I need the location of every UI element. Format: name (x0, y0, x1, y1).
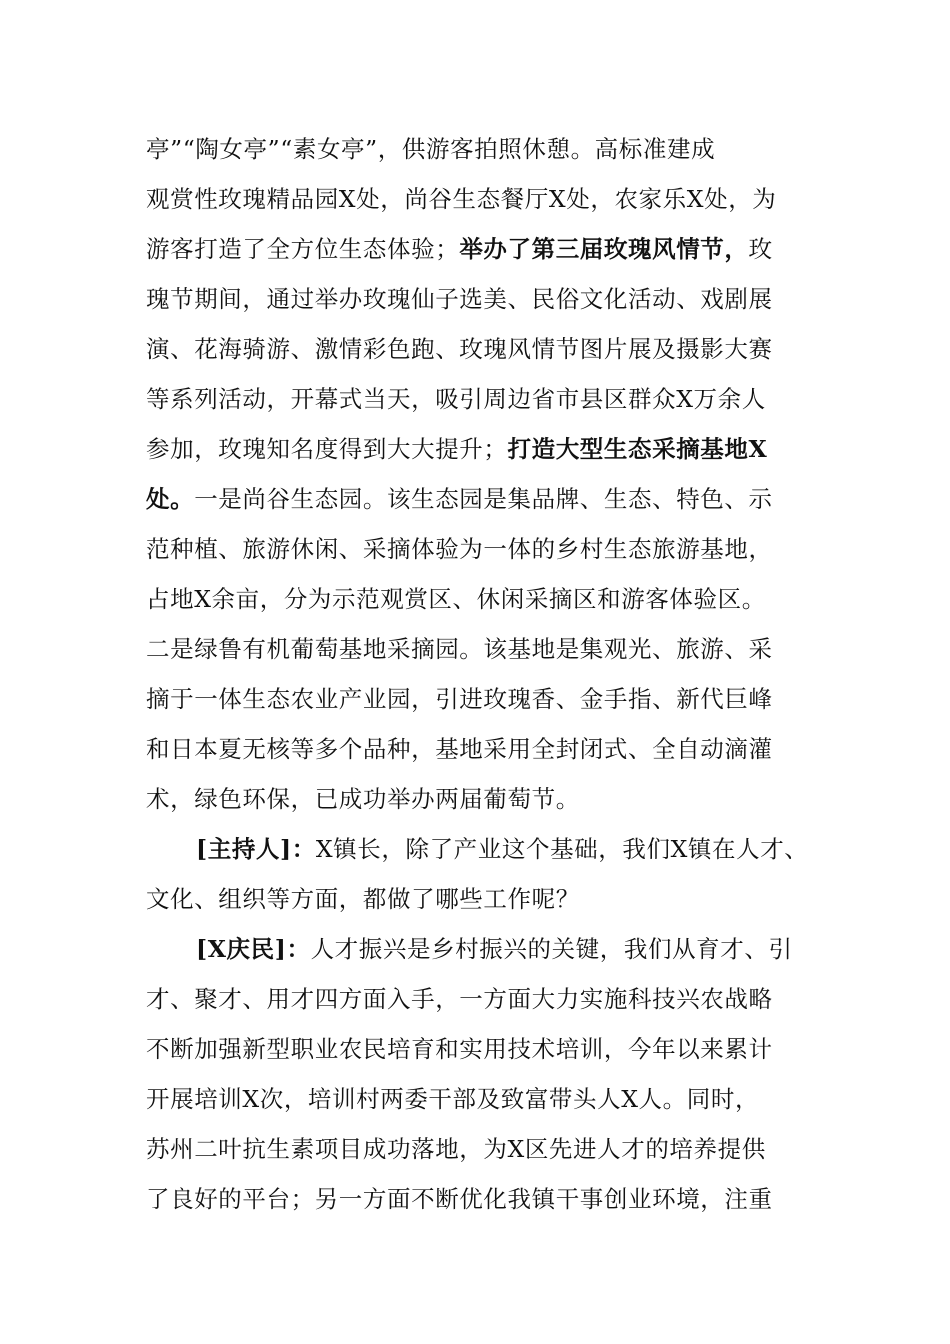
text-run: 一是尚谷生态园。该生态园是集品牌、生态、特色、示 (194, 485, 773, 513)
text-line (146, 429, 836, 469)
text-line (146, 379, 836, 419)
text-run: 和日本夏无核等多个品种，基地采用全封闭式、全自动滴灌 (146, 735, 773, 763)
text-run: 才、聚才、用才四方面入手，一方面大力实施科技兴农战略 (146, 985, 773, 1013)
text-run: 文化、组织等方面，都做了哪些工作呢？ (146, 885, 580, 913)
text-line (146, 779, 836, 819)
text-run: 人才振兴是乡村振兴的关键，我们从育才、引 (310, 935, 793, 963)
text-run: 术，绿色环保，已成功举办两届葡萄节。 (146, 785, 580, 813)
text-run: 摘于一体生态农业产业园，引进玫瑰香、金手指、新代巨峰 (146, 685, 773, 713)
text-run: 苏州二叶抗生素项目成功落地，为X区先进人才的培养提供 (146, 1135, 766, 1163)
text-run: 占地X余亩，分为示范观赏区、休闲采摘区和游客体验区。 (146, 585, 766, 613)
text-run: X镇长，除了产业这个基础，我们X镇在人才、 (315, 835, 809, 863)
text-line (146, 179, 836, 219)
text-line (146, 1079, 836, 1119)
text-run: 范种植、旅游休闲、采摘体验为一体的乡村生态旅游基地， (146, 535, 773, 563)
text-line (146, 279, 836, 319)
bold-text-run: 处。 (146, 485, 195, 513)
text-run: 观赏性玫瑰精品园X处，尚谷生态餐厅X处，农家乐X处，为 (146, 185, 777, 213)
text-line (146, 729, 836, 769)
bold-text-run: 举办了第三届玫瑰风情节， (459, 235, 749, 263)
text-line (146, 629, 836, 669)
text-line (146, 479, 836, 519)
text-line (146, 979, 836, 1019)
text-run: 不断加强新型职业农民培育和实用技术培训，今年以来累计 (146, 1035, 773, 1063)
text-run: 开展培训X次，培训村两委干部及致富带头人X人。同时， (146, 1085, 760, 1113)
text-run: 亭”“陶女亭”“素女亭”，供游客拍照休憩。高标准建成 (146, 135, 716, 163)
text-run: 游客打造了全方位生态体验； (146, 235, 460, 263)
text-line (146, 879, 836, 919)
text-run: 等系列活动，开幕式当天，吸引周边省市县区群众X万余人 (146, 385, 766, 413)
text-run: 演、花海骑游、激情彩色跑、玫瑰风情节图片展及摄影大赛 (146, 335, 773, 363)
speaker-label: [X庆民]： (196, 935, 311, 963)
text-line (146, 679, 836, 719)
text-line (146, 1129, 836, 1169)
text-line (146, 579, 836, 619)
text-run: 瑰节期间，通过举办玫瑰仙子选美、民俗文化活动、戏剧展 (146, 285, 773, 313)
text-line (146, 529, 836, 569)
speaker-line (196, 829, 836, 869)
text-line (146, 229, 836, 269)
text-run: 二是绿鲁有机葡萄基地采摘园。该基地是集观光、旅游、采 (146, 635, 773, 663)
speaker-label: [主持人]： (196, 835, 316, 863)
text-run: 了良好的平台；另一方面不断优化我镇干事创业环境，注重 (146, 1185, 773, 1213)
text-line (146, 1179, 836, 1219)
text-line (146, 129, 836, 169)
speaker-line (196, 929, 836, 969)
text-line (146, 329, 836, 369)
bold-text-run: 打造大型生态采摘基地X (507, 435, 768, 463)
text-line (146, 1029, 836, 1069)
text-run: 参加，玫瑰知名度得到大大提升； (146, 435, 508, 463)
text-run: 玫 (748, 235, 773, 263)
